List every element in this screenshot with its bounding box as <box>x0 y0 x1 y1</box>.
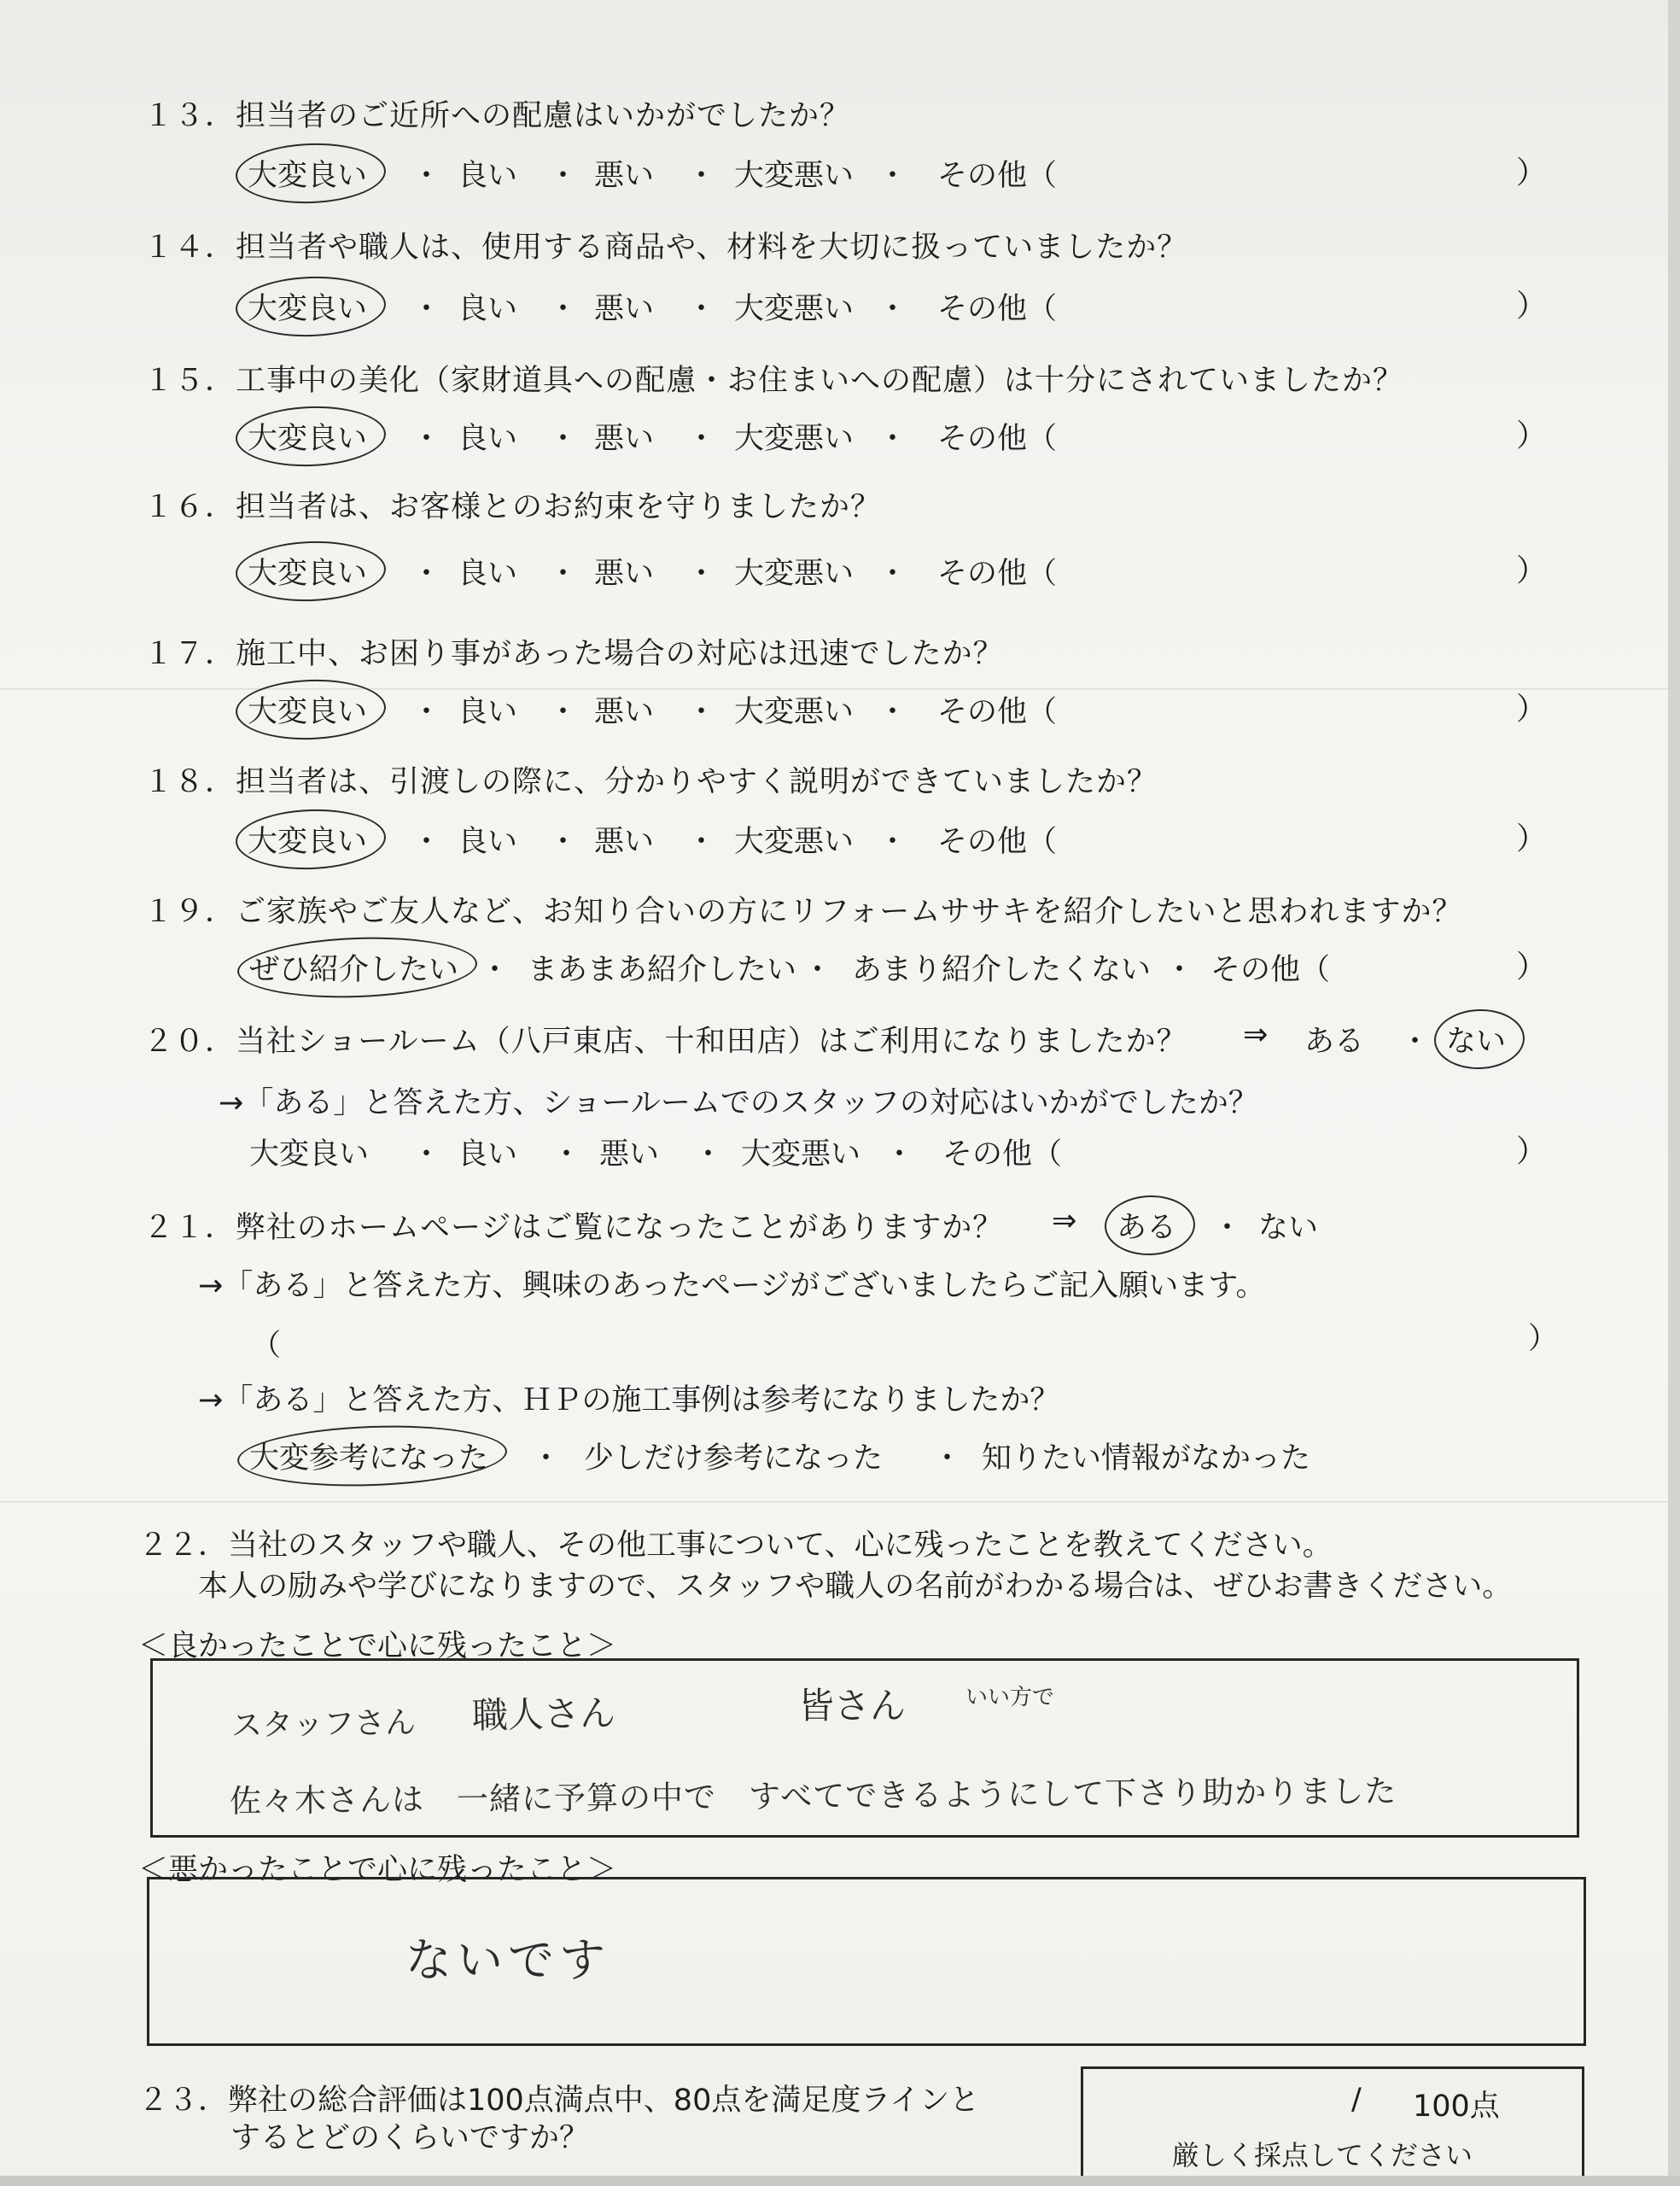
separator: ・ <box>411 695 442 729</box>
option-warui[interactable]: 悪い <box>594 422 655 456</box>
option-sonota[interactable]: その他（ <box>937 695 1058 729</box>
q20-answer-arrow: ⇒ <box>1243 1018 1269 1052</box>
q21-answer-arrow: ⇒ <box>1052 1204 1077 1238</box>
handwritten-good-comment: 佐々木さんは 一緒に予算の中で すべてできるようにして下さり助かりました <box>229 1773 1397 1820</box>
option-daihen-yoi-selected[interactable]: 大変良い <box>248 415 367 458</box>
option-amari-shoukai-shitakunai[interactable]: あまり紹介したくない <box>852 953 1152 987</box>
question-20 <box>143 1018 1187 1061</box>
close-paren: ） <box>1515 692 1547 727</box>
separator: ・ <box>411 557 442 591</box>
separator: ・ <box>411 1137 442 1172</box>
options-15 <box>241 408 1547 456</box>
option-yoi[interactable]: 良い <box>458 422 518 456</box>
option-daihen-warui[interactable]: 大変悪い <box>734 159 855 193</box>
paper-fold-line <box>0 1501 1680 1504</box>
option-sonota[interactable]: その他（ <box>937 825 1058 859</box>
separator: ・ <box>548 159 579 193</box>
option-warui[interactable]: 悪い <box>594 825 655 859</box>
question-13: １３．担当者のご近所への配慮はいかがでしたか？ <box>143 99 851 133</box>
separator: ・ <box>878 292 908 326</box>
question-22-line1: ２２．当社のスタッフや職人、その他工事について、心に残ったことを教えてください。 <box>138 1528 1333 1563</box>
question-22-line2: 本人の励みや学びになりますので、スタッフや職人の名前がわかる場合は、ぜひお書きください。 <box>198 1569 1513 1604</box>
options-16 <box>241 543 1547 591</box>
option-yoi[interactable]: 良い <box>458 557 518 591</box>
option-yoi[interactable]: 良い <box>458 1137 518 1172</box>
question-19: １９．ご家族やご友人など、お知り合いの方にリフォームササキを紹介したいと思われますか？ <box>143 895 1463 929</box>
close-paren: ） <box>1515 1134 1547 1169</box>
option-zehi-shoukai-selected[interactable]: ぜひ紹介したい <box>249 946 458 989</box>
separator: ・ <box>531 1441 562 1476</box>
separator: ・ <box>411 159 442 193</box>
option-sonota[interactable]: その他（ <box>942 1137 1063 1172</box>
handwritten-craftsmen: 職人さん <box>471 1692 616 1737</box>
option-yoi[interactable]: 良い <box>458 159 518 193</box>
q20-follow-up: →「ある」と答えた方、ショールームでのスタッフの対応はいかがでしたか？ <box>219 1086 1258 1120</box>
option-daihen-sankou-selected[interactable]: 大変参考になった <box>249 1435 488 1477</box>
q20-option-nai-selected[interactable]: ない <box>1446 1018 1506 1061</box>
option-daihen-yoi-selected[interactable]: 大変良い <box>248 285 367 328</box>
separator: ・ <box>878 695 908 729</box>
option-sukoshi-sankou[interactable]: 少しだけ参考になった <box>584 1441 884 1476</box>
separator: ・ <box>411 422 442 456</box>
close-paren: ） <box>1515 553 1547 588</box>
option-maamaa-shoukai[interactable]: まあまあ紹介したい <box>528 953 797 987</box>
close-paren: ） <box>1515 289 1547 324</box>
separator: ・ <box>551 1137 582 1172</box>
separator: ・ <box>1212 1211 1243 1245</box>
separator: ・ <box>878 557 908 591</box>
options-13 <box>241 145 1547 193</box>
question-14: １４．担当者や職人は、使用する商品や、材料を大切に扱っていましたか？ <box>143 231 1188 265</box>
question-18: １８．担当者は、引渡しの際に、分かりやすく説明ができていましたか？ <box>143 765 1158 799</box>
question-21: ２１．弊社のホームページはご覧になったことがありますか？ <box>143 1211 1004 1245</box>
option-daihen-yoi-selected[interactable]: 大変良い <box>248 550 367 593</box>
option-sonota[interactable]: その他（ <box>937 292 1058 326</box>
separator: ・ <box>932 1441 963 1476</box>
separator: ・ <box>411 825 442 859</box>
options-21-followup <box>249 1428 1555 1476</box>
separator: ・ <box>693 1137 724 1172</box>
option-daihen-warui[interactable]: 大変悪い <box>734 292 855 326</box>
q21-option-nai[interactable]: ない <box>1258 1211 1319 1245</box>
option-daihen-warui[interactable]: 大変悪い <box>734 422 855 456</box>
separator: ・ <box>548 292 579 326</box>
good-comments-label: ＜良かったことで心に残ったこと＞ <box>138 1629 617 1663</box>
q20-option-aru[interactable]: ある <box>1304 1025 1365 1059</box>
options-19 <box>241 939 1547 987</box>
handwritten-bad-comment: ないです <box>405 1933 610 1987</box>
options-17 <box>241 681 1547 729</box>
score-note: 厳しく採点してください <box>1172 2139 1473 2171</box>
options-20-followup <box>241 1124 1547 1172</box>
separator: ・ <box>1400 1025 1431 1059</box>
option-warui[interactable]: 悪い <box>599 1137 660 1172</box>
option-yoi[interactable]: 良い <box>458 695 518 729</box>
option-daihen-yoi-selected[interactable]: 大変良い <box>248 152 367 195</box>
option-daihen-warui[interactable]: 大変悪い <box>741 1137 861 1172</box>
option-warui[interactable]: 悪い <box>594 557 655 591</box>
bad-comments-label: ＜悪かったことで心に残ったこと＞ <box>138 1853 617 1887</box>
paper-bottom-edge <box>0 2176 1680 2186</box>
handwritten-nice-people: いい方で <box>965 1685 1055 1710</box>
separator: ・ <box>686 422 717 456</box>
score-slash: / <box>1351 2083 1362 2117</box>
separator: ・ <box>1164 953 1195 987</box>
option-sonota[interactable]: その他（ <box>937 422 1058 456</box>
separator: ・ <box>878 422 908 456</box>
bad-comments-box[interactable] <box>147 1877 1586 2046</box>
q21-close-paren: ） <box>1528 1322 1559 1356</box>
q21-follow-up-1: →「ある」と答えた方、興味のあったページがございましたらご記入願います。 <box>198 1269 1266 1303</box>
separator: ・ <box>884 1137 915 1172</box>
question-16: １６．担当者は、お客様とのお約束を守りましたか？ <box>143 490 882 524</box>
separator: ・ <box>411 292 442 326</box>
q21-option-aru-selected[interactable]: ある <box>1117 1204 1176 1247</box>
question-23-line2: するとどのくらいですか？ <box>230 2121 590 2155</box>
handwritten-staff: スタッフさん <box>230 1705 417 1744</box>
question-23-line1: ２３．弊社の総合評価は100点満点中、80点を満足度ラインと <box>138 2084 980 2118</box>
question-15: １５．工事中の美化（家財道具への配慮・お住まいへの配慮）は十分にされていましたか？ <box>143 364 1404 398</box>
option-sonota[interactable]: その他（ <box>937 557 1058 591</box>
score-max: 100点 <box>1413 2090 1500 2124</box>
separator: ・ <box>686 695 717 729</box>
option-daihen-warui[interactable]: 大変悪い <box>734 695 855 729</box>
option-daihen-warui[interactable]: 大変悪い <box>734 825 855 859</box>
close-paren: ） <box>1515 821 1547 856</box>
separator: ・ <box>686 292 717 326</box>
option-daihen-yoi-selected[interactable]: 大変良い <box>248 688 367 731</box>
option-sonota[interactable]: その他（ <box>937 159 1058 193</box>
separator: ・ <box>548 825 579 859</box>
option-shiritai-jouhou-nashi[interactable]: 知りたい情報がなかった <box>982 1441 1311 1476</box>
option-yoi[interactable]: 良い <box>458 825 518 859</box>
separator: ・ <box>548 422 579 456</box>
question-17: １７．施工中、お困り事があった場合の対応は迅速でしたか？ <box>143 637 1004 671</box>
option-sonota[interactable]: その他（ <box>1210 953 1331 987</box>
option-daihen-warui[interactable]: 大変悪い <box>734 557 855 591</box>
q21-open-paren: （ <box>251 1329 282 1363</box>
option-daihen-yoi[interactable]: 大変良い <box>249 1137 370 1172</box>
close-paren: ） <box>1515 950 1547 985</box>
option-warui[interactable]: 悪い <box>594 292 655 326</box>
option-yoi[interactable]: 良い <box>458 292 518 326</box>
option-warui[interactable]: 悪い <box>594 159 655 193</box>
option-daihen-yoi-selected[interactable]: 大変良い <box>248 818 367 861</box>
separator: ・ <box>802 953 833 987</box>
options-14 <box>241 278 1547 326</box>
paper-edge <box>1668 0 1680 2186</box>
separator: ・ <box>686 159 717 193</box>
close-paren: ） <box>1515 155 1547 190</box>
handwritten-everyone: 皆さん <box>798 1685 907 1727</box>
close-paren: ） <box>1515 418 1547 453</box>
q21-follow-up-2: →「ある」と答えた方、ＨＰの施工事例は参考になりましたか？ <box>198 1383 1060 1417</box>
question-20-text: ２０．当社ショールーム（八戸東店、十和田店）はご利用になりましたか？ <box>143 1025 1187 1059</box>
separator: ・ <box>548 557 579 591</box>
option-warui[interactable]: 悪い <box>594 695 655 729</box>
score-box[interactable] <box>1081 2066 1584 2180</box>
separator: ・ <box>548 695 579 729</box>
separator: ・ <box>480 953 510 987</box>
separator: ・ <box>686 557 717 591</box>
options-18 <box>241 811 1547 859</box>
separator: ・ <box>878 159 908 193</box>
good-comments-box[interactable] <box>150 1658 1579 1838</box>
separator: ・ <box>686 825 717 859</box>
separator: ・ <box>878 825 908 859</box>
